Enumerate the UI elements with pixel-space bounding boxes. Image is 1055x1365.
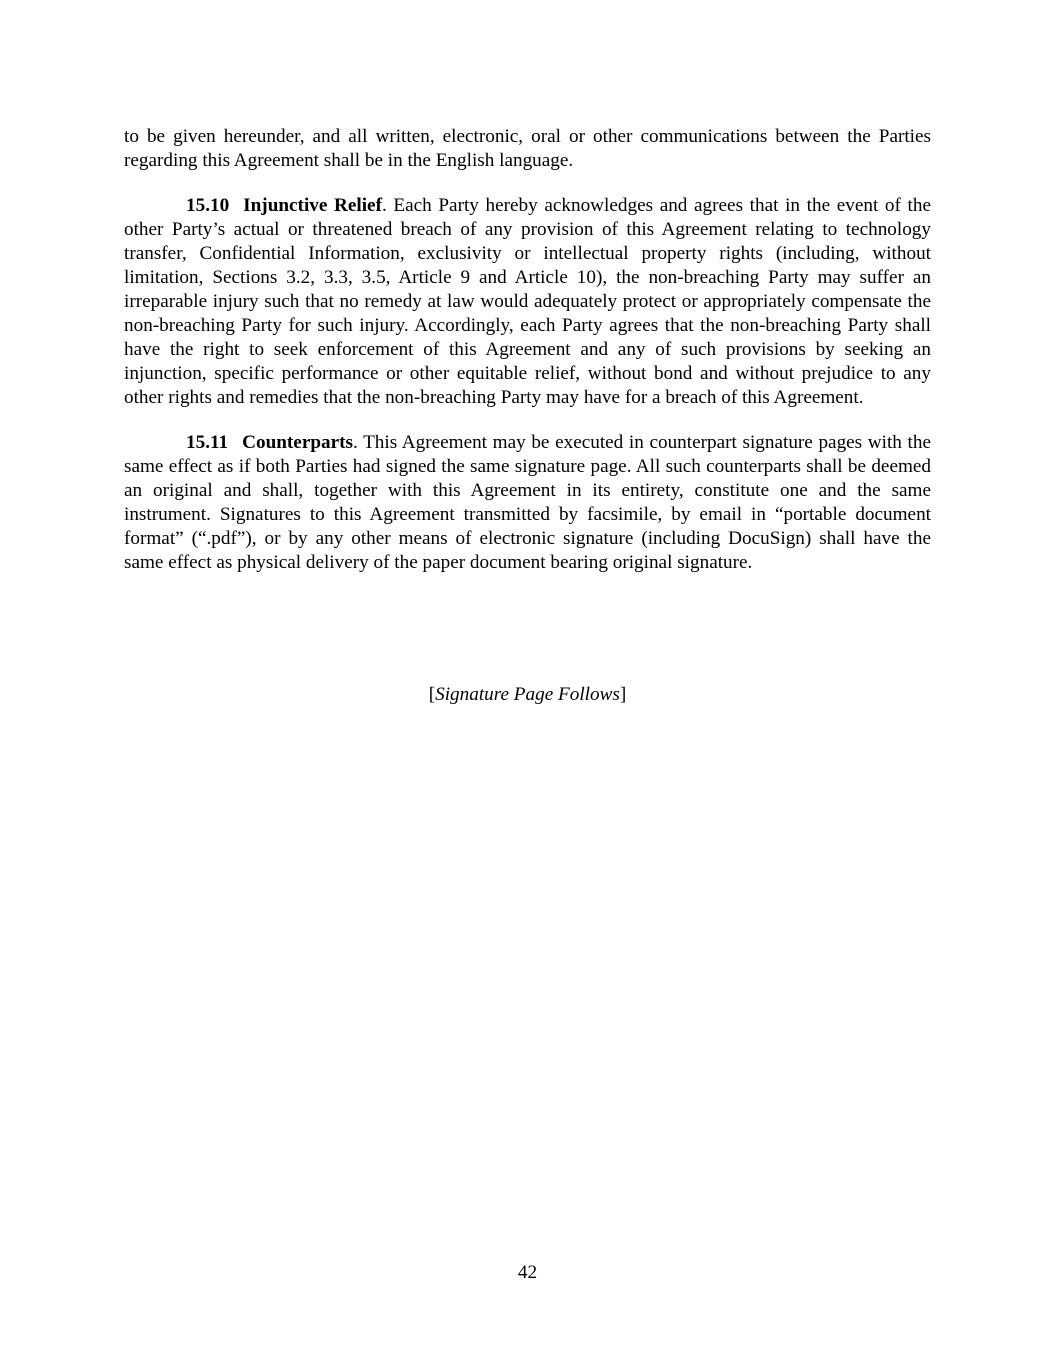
section-15-10 (124, 194, 931, 410)
paragraph-continuation: to be given hereunder, and all written, electronic, oral or other communications between the Parties regarding this Agreement shall be in the English language. (124, 126, 931, 171)
bracket-close: ] (619, 684, 627, 705)
document-body (124, 125, 931, 596)
section-title: Injunctive Relief (243, 195, 382, 216)
section-body: . This Agreement may be executed in counterpart signature pages with the same effect as if both Parties had signed the same signature page. All such counterparts shall be deemed an original and shall, together with this Agreement in its entirety, constitute one and the same instrument. Signatures to this Agreement transmitted by facsimile, by email in “portable document format” (“.pdf”), or by any other means of electronic signature (including DocuSign) shall have the same effect as physical delivery of the paper document bearing original signature. (124, 432, 931, 573)
section-body: . Each Party hereby acknowledges and agrees that in the event of the other Party’s actual or threatened breach of any provision of this Agreement relating to technology transfer, Confidential Information, exclusivity or intellectual property rights (including, without limitation, Sections 3.2, 3.3, 3.5, Article 9 and Article 10), the non-breaching Party may suffer an irreparable injury such that no remedy at law would adequately protect or appropriately compensate the non-breaching Party for such injury. Accordingly, each Party agrees that the non-breaching Party shall have the right to seek enforcement of this Agreement and any of such provisions by seeking an injunction, specific performance or other equitable relief, without bond and without prejudice to any other rights and remedies that the non-breaching Party may have for a breach of this Agreement. (124, 195, 931, 408)
bracket-open: [ (428, 684, 436, 705)
signature-page-note (0, 683, 1055, 707)
signature-note-text: Signature Page Follows (435, 684, 620, 705)
section-number: 15.11 (186, 432, 229, 453)
section-number: 15.10 (186, 195, 230, 216)
section-15-11 (124, 431, 931, 575)
section-title: Counterparts (242, 432, 353, 453)
page-number: 42 (517, 1262, 538, 1283)
